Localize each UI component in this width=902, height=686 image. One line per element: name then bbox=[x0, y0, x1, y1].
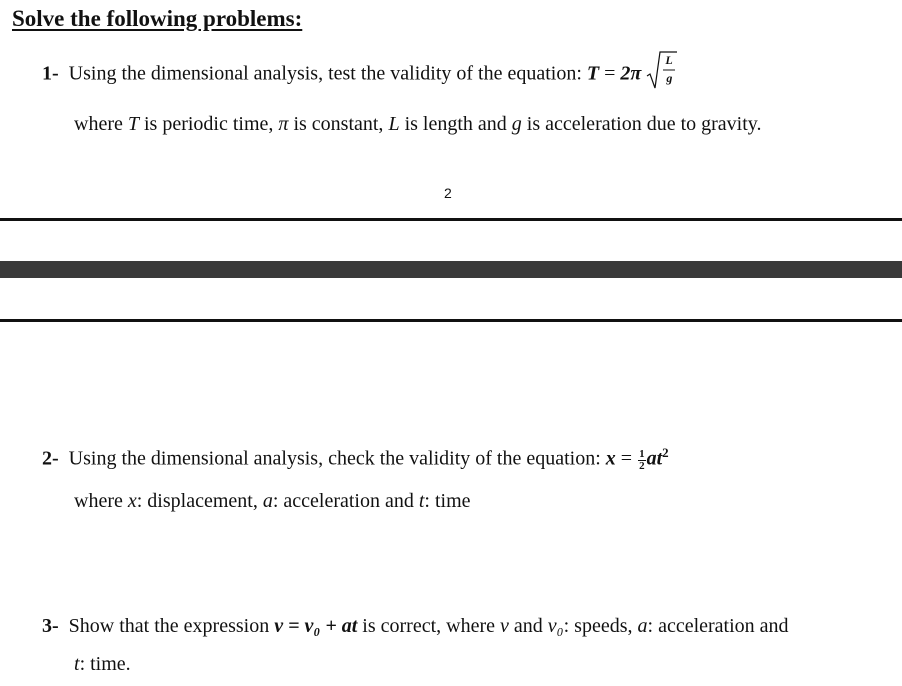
problem-1-number: 1- bbox=[42, 62, 59, 85]
var-t: t bbox=[418, 490, 425, 512]
page-gap-band bbox=[0, 261, 902, 278]
problem-1-where bbox=[74, 113, 762, 136]
problem-1-text: Using the dimensional analysis, test the validity of the equation: bbox=[68, 62, 582, 85]
sqrt-radical-icon bbox=[646, 50, 678, 90]
problem-3-text: and bbox=[508, 615, 548, 637]
problem-2-statement bbox=[42, 445, 669, 472]
eq1-coef: 2π bbox=[620, 62, 642, 85]
where-text: where bbox=[74, 490, 128, 512]
problem-3-text: : time. bbox=[79, 653, 131, 675]
var-T: T bbox=[127, 113, 139, 135]
eq1-sqrt-num: L bbox=[665, 53, 673, 67]
problem-2-where bbox=[74, 490, 471, 513]
eq2-exponent: 2 bbox=[662, 445, 669, 460]
page-divider-top bbox=[0, 218, 902, 221]
eq2-fraction bbox=[638, 449, 646, 472]
eq2-frac-num: 1 bbox=[639, 447, 645, 460]
var-pi: π bbox=[278, 113, 289, 135]
eq1-equals: = bbox=[599, 62, 621, 85]
where-text: : displacement, bbox=[136, 490, 263, 512]
var-v: v bbox=[500, 615, 509, 637]
var-x: x bbox=[127, 490, 137, 512]
problem-3-number: 3- bbox=[42, 615, 59, 637]
where-text: : time bbox=[424, 490, 471, 512]
where-text: is periodic time, bbox=[138, 113, 279, 135]
var-t: t bbox=[74, 653, 80, 675]
eq1-sqrt-den: g bbox=[666, 71, 673, 85]
eq2-lhs: x bbox=[605, 447, 616, 470]
page-number: 2 bbox=[444, 185, 452, 201]
where-text: is constant, bbox=[288, 113, 389, 135]
where-text: is length and bbox=[399, 113, 512, 135]
eq1-lhs: T bbox=[586, 62, 600, 85]
var-L: L bbox=[388, 113, 400, 135]
problem-3-text: Show that the expression bbox=[68, 615, 275, 637]
where-text: : acceleration and bbox=[272, 490, 419, 512]
problem-3-text: : acceleration and bbox=[647, 615, 789, 637]
problem-3-continued bbox=[74, 653, 131, 676]
eq1-sqrt bbox=[646, 50, 678, 90]
problem-2-text: Using the dimensional analysis, check the validity of the equation: bbox=[68, 447, 601, 470]
page-title: Solve the following problems: bbox=[12, 6, 303, 31]
eq2-rhs: at bbox=[646, 447, 663, 470]
eq2-equals: = bbox=[615, 447, 638, 470]
eq3: v = v₀ + at bbox=[274, 615, 358, 637]
problem-2-number: 2- bbox=[42, 447, 59, 470]
var-g: g bbox=[511, 113, 522, 135]
var-a: a bbox=[262, 490, 273, 512]
var-a: a bbox=[637, 615, 648, 637]
problem-1-statement bbox=[42, 53, 678, 90]
eq2-frac-den: 2 bbox=[639, 459, 645, 472]
problem-3-text: is correct, where bbox=[357, 615, 500, 637]
where-text: is acceleration due to gravity. bbox=[521, 113, 762, 135]
where-text: where bbox=[74, 113, 128, 135]
problem-3-text: : speeds, bbox=[563, 615, 638, 637]
page-divider-bottom bbox=[0, 319, 902, 322]
problem-3-statement bbox=[42, 615, 789, 638]
var-v0: v₀ bbox=[547, 615, 564, 637]
